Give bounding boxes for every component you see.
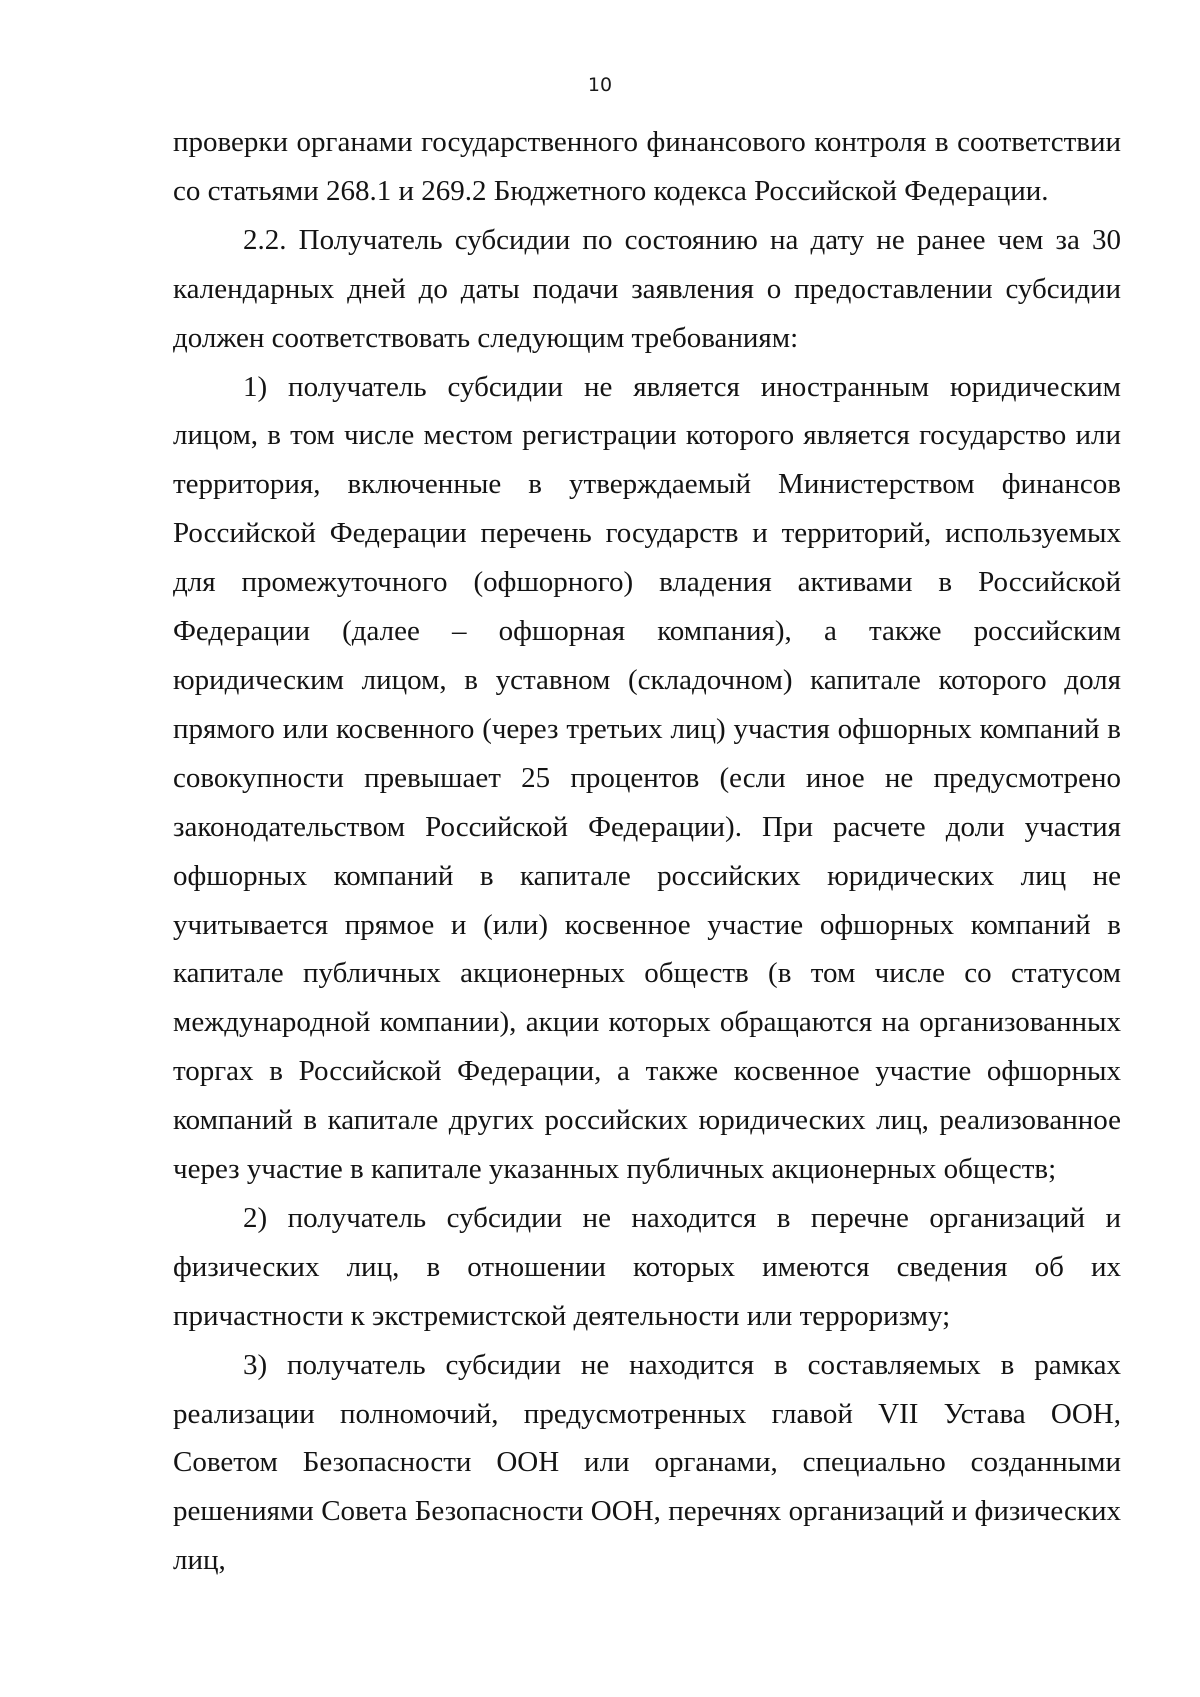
paragraph-item-1-offshore: 1) получатель субсидии не является иностранным юридическим лицом, в том числе местом регистрации которого является государство или территория, включенные в утверждаемый Министерством финансов Российской Федерации перечень государств и территорий, используемых для промежуточного (офшорного) владения активами в Российской Федерации (далее – офшорная компания), а также российским юридическим лицом, в уставном (складочном) капитале которого доля прямого или косвенного (через третьих лиц) участия офшорных компаний в совокупности превышает 25 процентов (если иное не предусмотрено законодательством Российской Федерации). При расчете доли участия офшорных компаний в капитале российских юридических лиц не учитывается прямое и (или) косвенное участие офшорных компаний в капитале публичных акционерных обществ (в том числе со статусом международной компании), акции которых обращаются на организованных торгах в Российской Федерации, а также косвенное участие офшорных компаний в капитале других российских юридических лиц, реализованное через участие в капитале указанных публичных акционерных обществ; [173, 370, 1121, 1186]
paragraph-item-3-un-lists: 3) получатель субсидии не находится в составляемых в рамках реализации полномочий, предусмотренных главой VII Устава ООН, Советом Безопасности ООН или органами, специально созданными решениями Совета Безопасности ООН, перечнях организаций и физических лиц, [173, 1348, 1121, 1577]
document-body [173, 118, 1121, 1585]
page-number: 10 [587, 74, 613, 96]
paragraph-item-2-extremism: 2) получатель субсидии не находится в перечне организаций и физических лиц, в отношении которых имеются сведения об их причастности к экстремистской деятельности или терроризму; [173, 1201, 1121, 1332]
paragraph-2-2-requirements: 2.2. Получатель субсидии по состоянию на дату не ранее чем за 30 календарных дней до даты подачи заявления о предоставлении субсидии должен соответствовать следующим требованиям: [173, 223, 1121, 354]
paragraph-audit-continuation: проверки органами государственного финансового контроля в соответствии со статьями 268.1 и 269.2 Бюджетного кодекса Российской Федерации. [173, 126, 1121, 207]
